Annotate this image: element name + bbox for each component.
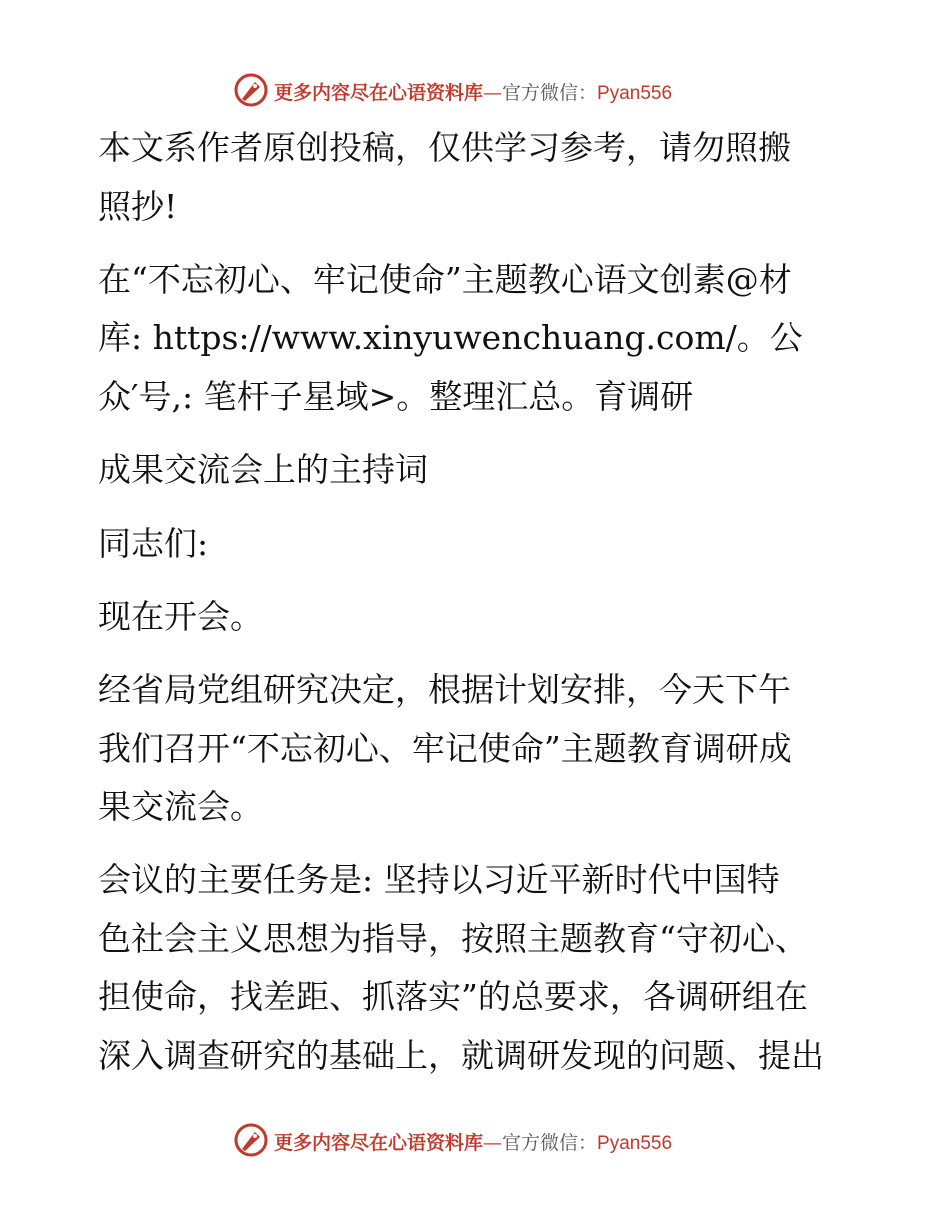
paragraph-line: 现在开会。 xyxy=(98,597,263,636)
pen-nib-logo-icon xyxy=(233,72,269,108)
banner-text-group xyxy=(274,1128,672,1155)
header-banner xyxy=(0,70,950,110)
paragraph-line: 色社会主义思想为指导，按照主题教育“守初心、 xyxy=(98,919,808,958)
banner-label: 官方微信： xyxy=(502,1132,598,1154)
salutation: 同志们: xyxy=(98,524,209,563)
pen-nib-logo-icon xyxy=(233,1122,269,1158)
paragraph-line: 我们召开“不忘初心、牢记使命”主题教育调研成 xyxy=(98,729,792,768)
paragraph-line: 担使命，找差距、抓落实”的总要求，各调研组在 xyxy=(98,977,808,1016)
paragraph-line: 在“不忘初心、牢记使命”主题教心语文创素@材 xyxy=(98,260,792,299)
document-title: 成果交流会上的主持词 xyxy=(98,450,428,489)
paragraph-line: 经省局党组研究决定，根据计划安排，今天下午 xyxy=(98,670,791,709)
banner-text-group xyxy=(274,78,672,105)
banner-text: 更多内容尽在心语资料库 xyxy=(274,1132,484,1154)
banner-wechat-id: Pyan556 xyxy=(597,83,673,104)
banner-separator: — xyxy=(483,1132,503,1154)
banner-label: 官方微信： xyxy=(502,82,598,104)
banner-wechat-id: Pyan556 xyxy=(597,1133,673,1154)
paragraph-line: 本文系作者原创投稿，仅供学习参考，请勿照搬 xyxy=(98,128,791,167)
paragraph-line: 照抄! xyxy=(98,187,178,226)
paragraph-line: 果交流会。 xyxy=(98,787,263,826)
paragraph-line xyxy=(98,318,803,358)
paragraph-line: 会议的主要任务是: 坚持以习近平新时代中国特 xyxy=(98,860,780,899)
banner-text: 更多内容尽在心语资料库 xyxy=(274,82,484,104)
paragraph-line: 深入调查研究的基础上，就调研发现的问题、提出 xyxy=(98,1036,824,1075)
paragraph-line: 众′号,: 笔杆子星域>。整理汇总。育调研 xyxy=(98,377,694,416)
banner-separator: — xyxy=(483,82,503,104)
footer-banner xyxy=(0,1120,950,1160)
url-line: 库: https://www.xinyuwenchuang.com/。公 xyxy=(98,318,803,357)
